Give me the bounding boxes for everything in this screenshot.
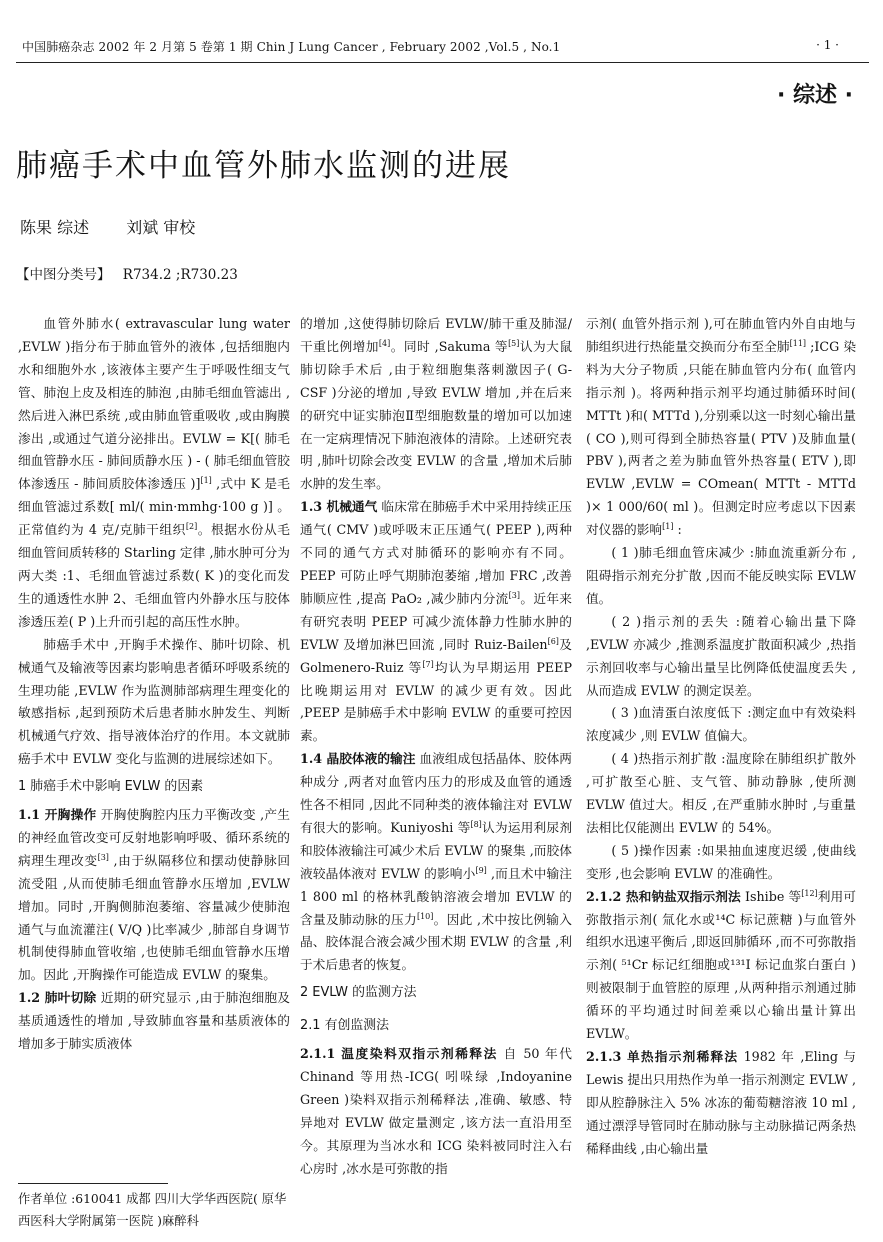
- paragraph: 1.4 晶胶体液的输注 血液组成包括晶体、胶体两种成分 ,两者对血管内压力的形成及血管的通透性各不相同 ,因此不同种类的液体输注对 EVLW 有很大的影响。Kuniyoshi 等[8]认为运用利尿剂和胶体液输注可减少术后 EVLW 的聚集 ,而胶体液较晶体液对 EVLW 的影响小[9] ,而且术中输注 1 800 ml 的格林乳酸钠溶液会增加 EVLW 的含量及肺动脉的压力[10]。因此 ,术中按比例输入晶、胶体混合液会减少围术期 EVLW 的含量 ,利于术后患者的恢复。: [300, 751, 573, 973]
- column-3: [586, 313, 856, 1161]
- classification-line: [16, 263, 238, 283]
- paragraph: 1.1 开胸操作 开胸使胸腔内压力平衡改变 ,产生的神经血管改变可反射地影响呼吸、循环系统的病理生理改变[3] ,由于纵隔移位和摆动使静脉回流受阻 ,从而使肺毛细血管静水压增加 ,EVLW 增加。同时 ,开胸侧肺泡萎缩、容量减少使肺泡通气与血流灌注( V/Q )比率减少 ,肺部自身调节机制使得肺血管收缩 ,也使肺毛细血管静水压增加。因此 ,开胸操作可能造成 EVLW 的聚集。: [18, 807, 291, 983]
- list-item: ( 5 )操作因素 :如果抽血速度迟缓 ,使曲线变形 ,也会影响 EVLW 的准确性。: [586, 842, 856, 881]
- column-2: [300, 313, 572, 1181]
- subsection-heading: 2.1 有创监测法: [300, 1018, 390, 1034]
- footnote-rule: [18, 1183, 168, 1184]
- footnote: 作者单位 :610041 成都 四川大学华西医院( 原华西医科大学附属第一医院 )麻醉科: [18, 1192, 287, 1228]
- header-rule: [16, 62, 869, 63]
- paragraph: 1.2 肺叶切除 近期的研究显示 ,由于肺泡细胞及基质通透性的增加 ,导致肺血容量和基质液体的增加多于肺实质液体: [18, 990, 290, 1052]
- classification-value: R734.2 ;R730.23: [122, 267, 238, 283]
- list-item: ( 4 )热指示剂扩散 :温度除在肺组织扩散外 ,可扩散至心脏、支气管、肺动静脉 ,使所测 EVLW 值过大。相反 ,在严重肺水肿时 ,与重量法相比仅能测出 EVLW 的 54%。: [586, 751, 856, 835]
- list-item: ( 2 )指示剂的丢失 :随着心输出量下降 ,EVLW 亦减少 ,推测系温度扩散面积减少 ,热指示剂回收率与心输出量呈比例降低使温度丢失 ,从而造成 EVLW 的测定误差。: [586, 613, 856, 698]
- author-2: 刘斌 审校: [126, 218, 196, 237]
- column-1: [18, 313, 290, 1056]
- page-number: · 1 ·: [816, 38, 839, 52]
- author-line: [20, 215, 227, 238]
- article-title: 肺癌手术中血管外肺水监测的进展: [16, 148, 511, 184]
- paragraph: 血管外肺水( extravascular lung water ,EVLW )指分布于肺血管外的液体 ,包括细胞内水和细胞外水 ,该液体主要产生于呼吸性细支气管、肺泡上皮及相连的肺泡 ,由肺毛细血管滤出 ,然后进入淋巴系统 ,或由肺血管重吸收 ,或由胸膜渗出 ,或通过气道分泌排出。EVLW = K[( 肺毛细血管静水压 - 肺间质静水压 ) - ( 肺毛细血管胶体渗透压 - 肺间质胶体渗透压 )][1] ,式中 K 是毛细血管滤过系数[ ml/( min·mmhg·100 g )] 。正常值约为 4 克/克肺干组织[2]。根据水份从毛细血管间质转移的 Starling 定律 ,肺水肿可分为两大类 :1、毛细血管滤过系数( K )的变化而发生的通透性水肿 2、毛细血管内外静水压与胶体渗透压差( P )上升而引起的高压性水肿。: [18, 316, 290, 629]
- paragraph: 的增加 ,这使得肺切除后 EVLW/肺干重及肺湿/干重比例增加[4]。同时 ,Sakuma 等[5]认为大鼠肺切除手术后 ,由于粒细胞集落刺激因子( G-CSF )分泌的增加 ,导致 EVLW 增加 ,并在后来的研究中证实肺泡Ⅱ型细胞数量的增加可以加速在一定病理情况下肺泡液体的清除。上述研究表明 ,肺叶切除会改变 EVLW 的含量 ,增加术后肺水肿的发生率。: [300, 316, 573, 492]
- paragraph: 肺癌手术中 ,开胸手术操作、肺叶切除、机械通气及输液等因素均影响患者循环呼吸系统的生理功能 ,EVLW 作为监测肺部病理生理变化的敏感指标 ,起到预防术后患者肺水肿发生、判断机械通气疗效、指导液体治疗的作用。本文就肺癌手术中 EVLW 变化与监测的进展综述如下。: [18, 636, 290, 767]
- author-1: 陈果 综述: [20, 218, 90, 237]
- paragraph: 示剂( 血管外指示剂 ),可在肺血管内外自由地与肺组织进行热能量交换而分布至全肺[11] ;ICG 染料为大分子物质 ,只能在肺血管内分布( 血管内指示剂 )。将两种指示剂平均通过肺循环时间( MTTt )和( MTTd ),分别乘以这一时刻心输出量( CO ),则可得到全肺热容量( PTV )及肺血量( PBV ),两者之差为肺血管外热容量( ETV ),即 EVLW ,EVLW = COmean( MTTt - MTTd )× 1 000/60( ml )。但测定时应考虑以下因素对仪器的影响[1] :: [586, 316, 857, 538]
- section-heading: 2 EVLW 的监测方法: [300, 985, 417, 1001]
- list-item: ( 3 )血清蛋白浓度低下 :测定血中有效染料浓度减少 ,则 EVLW 值偏大。: [586, 705, 856, 744]
- paragraph: 1.3 机械通气 临床常在肺癌手术中采用持续正压通气( CMV )或呼吸末正压通气( PEEP ),两种不同的通气方式对肺循环的影响亦有不同。PEEP 可防止呼气期肺泡萎缩 ,增加 FRC ,改善肺顺应性 ,提高 PaO₂ ,减少肺内分流[3]。近年来有研究表明 PEEP 可减少流体静力性肺水肿的 EVLW 及增加淋巴回流 ,同时 Ruiz-Bailen[6]及 Golmenero-Ruiz 等[7]均认为早期运用 PEEP 比晚期运用对 EVLW 的减少更有效。因此 ,PEEP 是肺癌手术中影响 EVLW 的重要可控因素。: [300, 499, 572, 744]
- running-header: 中国肺癌杂志 2002 年 2 月第 5 卷第 1 期 Chin J Lung Cancer , February 2002 ,Vol.5 , No.1: [22, 40, 561, 54]
- classification-label: 【中图分类号】: [16, 267, 111, 283]
- list-item: ( 1 )肺毛细血管床减少 :肺血流重新分布 ,阻碍指示剂充分扩散 ,因而不能反映实际 EVLW 值。: [586, 545, 856, 606]
- paragraph: 2.1.3 单热指示剂稀释法 1982 年 ,Eling 与 Lewis 提出只用热作为单一指示剂测定 EVLW ,即从腔静脉注入 5% 冰冻的葡萄糖溶液 10 ml ,通过漂浮导管同时在肺动脉与主动脉描记两条热稀释曲线 ,由心输出量: [586, 1049, 856, 1156]
- section-heading: 1 肺癌手术中影响 EVLW 的因素: [18, 779, 204, 795]
- paragraph: 2.1.2 热和钠盐双指示剂法 Ishibe 等[12]利用可弥散指示剂( 氚化水或¹⁴C 标记蔗糖 )与血管外组织水迅速平衡后 ,即返回肺循环 ,而不可弥散指示剂( ⁵¹Cr 标记红细胞或¹³¹I 标记血浆白蛋白 )则被限制于血管腔的原理 ,从两种指示剂通过肺循环的平均通过时间差乘以心输出量计算出 EVLW。: [586, 888, 856, 1042]
- paragraph: 2.1.1 温度染料双指示剂稀释法 自 50 年代 Chinand 等用热-ICG( 吲哚绿 ,Indoyanine Green )染料双指示剂稀释法 ,准确、敏感、特异地对 EVLW 做定量测定 ,该方法一直沿用至今。其原理为当冰水和 ICG 染料被同时注入右心房时 ,冰水是可弥散的指: [300, 1046, 572, 1176]
- section-label: · 综述 ·: [776, 83, 853, 108]
